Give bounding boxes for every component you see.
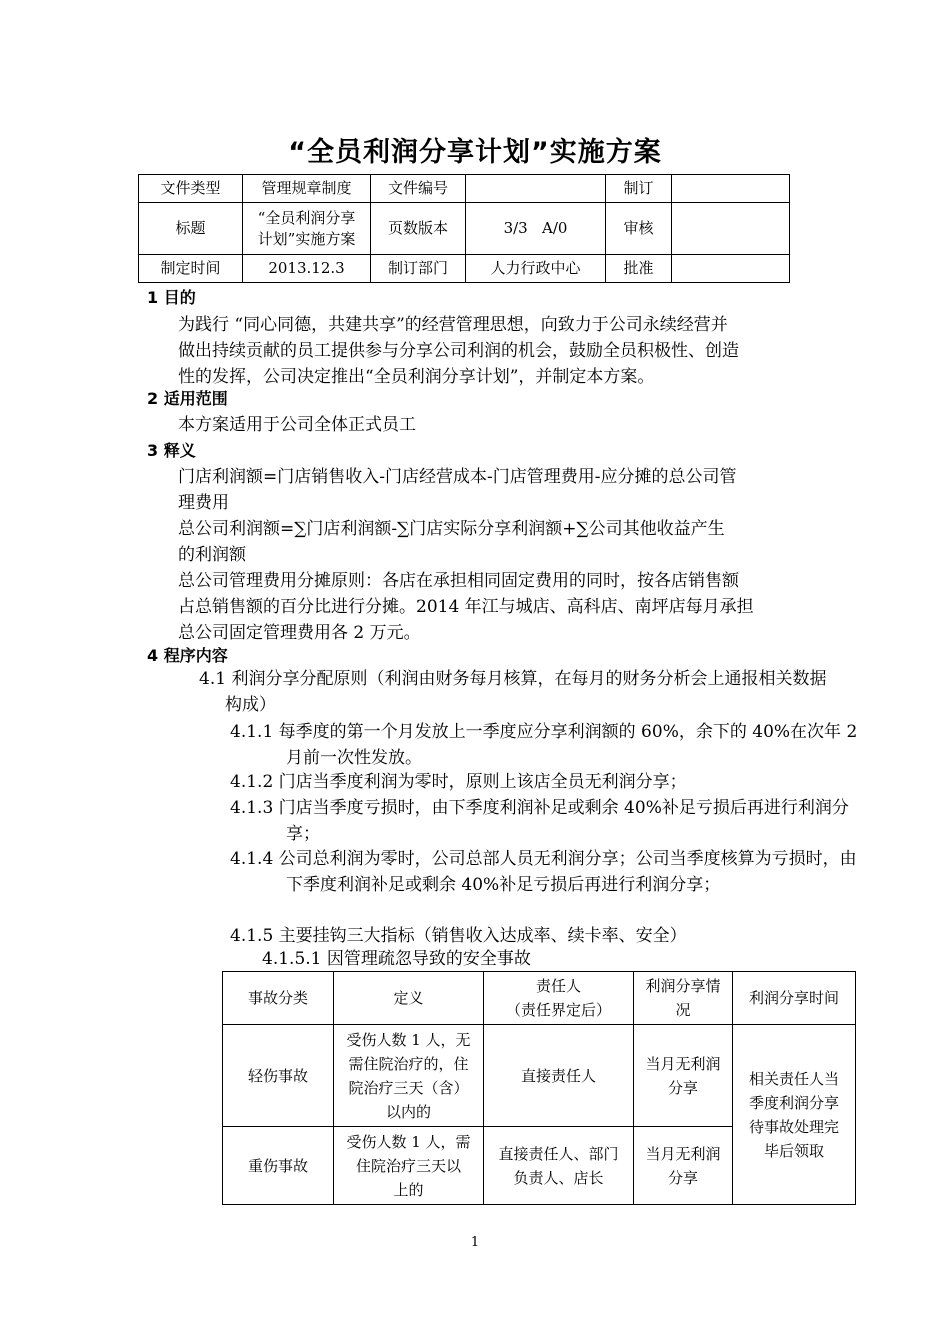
- clause-4-1-5-1: 4.1.5.1 因管理疏忽导致的安全事故: [262, 949, 531, 969]
- text-line: 的利润额: [178, 545, 246, 565]
- table-header-cell: [484, 972, 634, 1025]
- table-header-cell: 定义: [334, 972, 484, 1025]
- cell-line: 住院治疗三天以: [355, 1156, 461, 1175]
- table-header-row: [223, 972, 856, 1025]
- info-row: [139, 255, 790, 283]
- info-value: [466, 175, 606, 203]
- text-line: 本方案适用于公司全体正式员工: [178, 415, 416, 435]
- cell-line: 分享: [667, 1078, 698, 1097]
- cell-line: 毕后领取: [763, 1141, 824, 1160]
- info-label: 批准: [606, 255, 672, 283]
- info-label: 文件类型: [139, 175, 243, 203]
- document-info-table: [138, 174, 790, 283]
- cell-line: 负责人、店长: [513, 1168, 604, 1187]
- cell-line: 需住院治疗的，住: [348, 1054, 469, 1073]
- section-heading: 1 目的: [147, 288, 196, 307]
- text-line: 理费用: [178, 493, 229, 513]
- cell-line: 待事故处理完: [748, 1117, 839, 1136]
- table-row: [223, 1025, 856, 1127]
- info-value: 人力行政中心: [466, 255, 606, 283]
- safety-accident-table: [222, 971, 856, 1205]
- cell-line: 院治疗三天（含）: [348, 1078, 469, 1097]
- text-line: 做出持续贡献的员工提供参与分享公司利润的机会，鼓励全员积极性、创造: [178, 341, 739, 361]
- responsible-party: 直接责任人: [484, 1025, 634, 1127]
- info-label: 制订: [606, 175, 672, 203]
- cell-line: 受伤人数 1 人，需: [346, 1132, 471, 1151]
- cell-line: 以内的: [385, 1102, 431, 1121]
- info-label: 制定时间: [139, 255, 243, 283]
- table-header-cell: 利润分享时间: [733, 972, 856, 1025]
- section-heading: 4 程序内容: [147, 646, 228, 665]
- accident-definition: [334, 1127, 484, 1205]
- section-paragraph: [178, 312, 818, 390]
- accident-type: 重伤事故: [223, 1127, 334, 1205]
- profit-share-status: [634, 1025, 733, 1127]
- info-value: 2013.12.3: [243, 255, 371, 283]
- info-value: [672, 203, 790, 255]
- text-line: 总公司利润额=∑门店利润额-∑门店实际分享利润额+∑公司其他收益产生: [178, 519, 725, 539]
- text-line: 占总销售额的百分比进行分摊。2014 年江与城店、高科店、南坪店每月承担: [178, 597, 754, 617]
- clause-4-1: 4.1 利润分享分配原则（利润由财务每月核算，在每月的财务分析会上通报相关数据构成）: [199, 669, 827, 715]
- info-label: 审核: [606, 203, 672, 255]
- cell-line: 相关责任人当: [748, 1069, 839, 1088]
- cell-line: 季度利润分享: [748, 1093, 839, 1112]
- header-line: 利润分享情: [645, 977, 721, 995]
- info-label: 标题: [139, 203, 243, 255]
- info-value: [243, 203, 371, 255]
- text-line: 门店利润额=门店销售收入-门店经营成本-门店管理费用-应分摊的总公司管: [178, 467, 737, 487]
- info-value: 管理规章制度: [243, 175, 371, 203]
- profit-share-time: [733, 1025, 856, 1205]
- info-label: 制订部门: [371, 255, 466, 283]
- page-number: 1: [470, 1235, 480, 1250]
- info-value-line: 计划”实施方案: [257, 229, 356, 248]
- header-line: 责任人: [535, 977, 581, 995]
- info-label: 页数版本: [371, 203, 466, 255]
- clause-4-1-2: 4.1.2 门店当季度利润为零时，原则上该店全员无利润分享；: [230, 772, 687, 792]
- clause-4-1-3: 4.1.3 门店当季度亏损时，由下季度利润补足或剩余 40%补足亏损后再进行利润分享；: [230, 798, 849, 844]
- info-row: [139, 203, 790, 255]
- info-value: [672, 255, 790, 283]
- cell-line: 上的: [393, 1180, 424, 1199]
- cell-line: 直接责任人、部门: [498, 1144, 619, 1163]
- clause-4-1-4: 4.1.4 公司总利润为零时，公司总部人员无利润分享；公司当季度核算为亏损时，由下季度利润补足或剩余 40%补足亏损后再进行利润分享；: [230, 849, 857, 895]
- info-value-line: “全员利润分享: [257, 208, 356, 227]
- section-paragraph: [178, 412, 818, 438]
- info-value: [672, 175, 790, 203]
- table-header-cell: 事故分类: [223, 972, 334, 1025]
- section-heading: 2 适用范围: [147, 389, 228, 408]
- table-header-cell: [634, 972, 733, 1025]
- cell-line: 分享: [667, 1168, 698, 1187]
- info-label: 文件编号: [371, 175, 466, 203]
- info-row: [139, 175, 790, 203]
- section-paragraph: [178, 464, 818, 646]
- cell-line: 当月无利润: [645, 1144, 721, 1163]
- text-line: 为践行 “同心同德，共建共享”的经营管理思想，向致力于公司永续经营并: [178, 315, 728, 335]
- section-heading: 3 释义: [147, 441, 196, 460]
- cell-line: 受伤人数 1 人，无: [346, 1030, 471, 1049]
- cell-line: 当月无利润: [645, 1054, 721, 1073]
- profit-share-status: [634, 1127, 733, 1205]
- header-line: 况: [675, 1001, 691, 1019]
- accident-type: 轻伤事故: [223, 1025, 334, 1127]
- info-value: 3/3 A/0: [466, 203, 606, 255]
- accident-definition: [334, 1025, 484, 1127]
- clause-4-1-1: 4.1.1 每季度的第一个月发放上一季度应分享利润额的 60%，余下的 40%在次年 2 月前一次性发放。: [230, 722, 858, 768]
- text-line: 总公司管理费用分摊原则：各店在承担相同固定费用的同时，按各店销售额: [178, 571, 739, 591]
- document-title: “全员利润分享计划”实施方案: [288, 137, 662, 168]
- header-line: （责任界定后）: [505, 1001, 611, 1019]
- responsible-party: [484, 1127, 634, 1205]
- text-line: 性的发挥，公司决定推出“全员利润分享计划”，并制定本方案。: [178, 367, 655, 387]
- text-line: 总公司固定管理费用各 2 万元。: [178, 623, 421, 643]
- clause-4-1-5: 4.1.5 主要挂钩三大指标（销售收入达成率、续卡率、安全）: [230, 926, 687, 946]
